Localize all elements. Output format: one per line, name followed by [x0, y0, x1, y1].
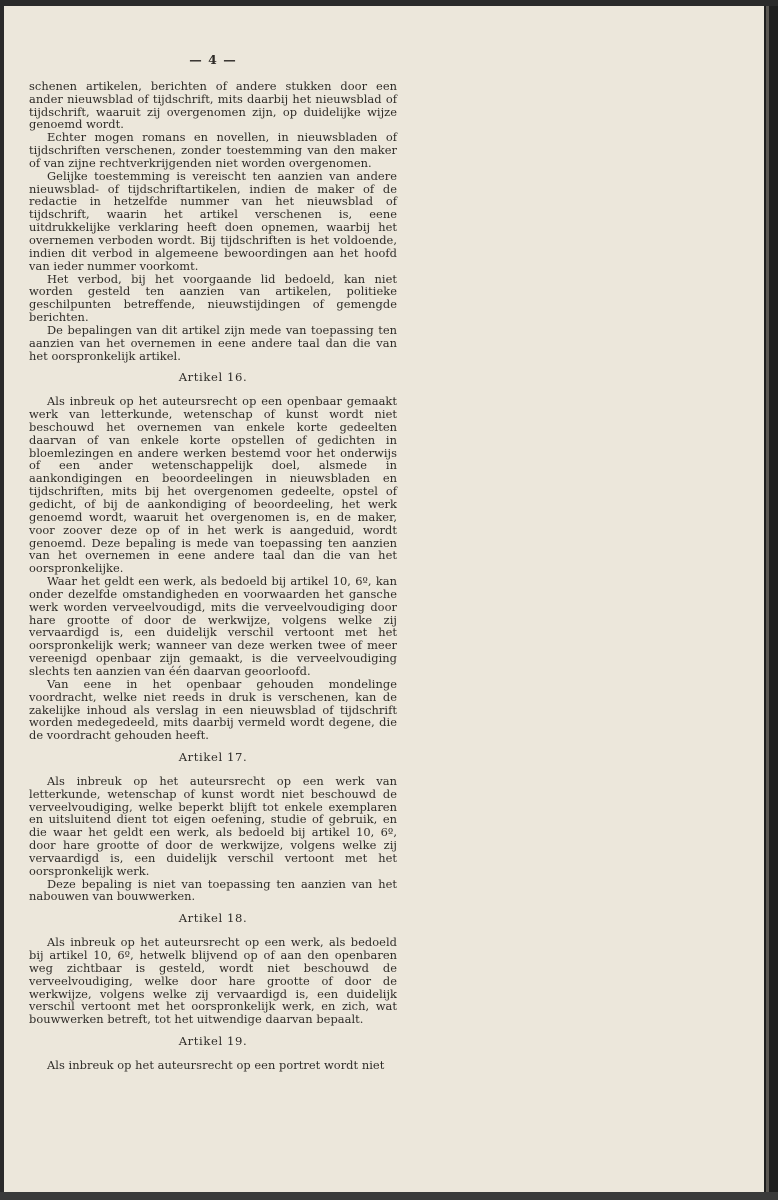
article-16-heading: Artikel 16.	[178, 370, 248, 385]
intro-paragraph: De bepalingen van dit artikel zijn mede van toepassing ten aanzien van het overnemen in eene andere taal dan die van het oorspronkelijk artikel.	[29, 322, 397, 363]
intro-paragraph: schenen artikelen, berichten of andere stukken door een ander nieuwsblad of tijdschrift, mits daarbij het nieuwsblad of tijdschrift, waaruit zij overgenomen zijn, op duidelijke wijze genoemd wordt.	[29, 78, 397, 132]
article-18-paragraph: Als inbreuk op het auteursrecht op een werk, als bedoeld bij artikel 10, 6º, hetwelk blijvend op of aan den openbaren weg zichtbaar is gesteld, wordt niet beschouwd de verveelvoudiging, welke door hare grootte of door de werkwijze, volgens welke zij vervaardigd is, een duidelijk verschil vertoont met het oorspronkelijk werk, en zich, wat bouwwerken betreft, tot het uitwendige daarvan bepaalt.	[29, 935, 397, 1027]
document-page	[4, 6, 764, 1194]
article-16-paragraph: Van eene in het openbaar gehouden mondelinge voordracht, welke niet reeds in druk is verschenen, kan de zakelijke inhoud als verslag in een nieuwsblad of tijdschrift worden medegedeeld, mits daarbij vermeld wordt degene, die de voordracht gehouden heeft.	[29, 676, 397, 743]
article-17-heading: Artikel 17.	[178, 750, 248, 765]
intro-paragraph: Echter mogen romans en novellen, in nieuwsbladen of tijdschriften verschenen, zonder toestemming van den maker of van zijne rechtverkrijgenden niet worden overgenomen.	[29, 130, 397, 170]
article-17-paragraph: Als inbreuk op het auteursrecht op een werk van letterkunde, wetenschap of kunst wordt niet beschouwd de verveelvoudiging, welke beperkt blijft tot enkele exemplaren en uitsluitend dient tot eigen oefening, studie of gebruik, en die waar het geldt een werk, als bedoeld bij artikel 10, 6º, door hare grootte of door de werkwijze, volgens welke zij vervaardigd is, een duidelijk verschil vertoont met het oorspronkelijk werk.	[29, 773, 397, 878]
body-text-column	[29, 54, 397, 1072]
article-16-paragraph: Als inbreuk op het auteursrecht op een openbaar gemaakt werk van letterkunde, wetenschap of kunst wordt niet beschouwd het overnemen van enkele korte gedeelten daarvan of van enkele korte opstellen of gedichten in bloemlezingen en andere werken bestemd voor het onderwijs of een ander wetenschappelijk doel, alsmede in aankondigingen en beoordeelingen in nieuwsbladen en tijdschriften, mits bij het overgenomen gedeelte, opstel of gedicht, of bij de aankondiging of beoordeeling, het werk genoemd wordt, waaruit het overgenomen is, en de maker, voor zoover deze op of in het werk is aangeduid, wordt genoemd. Deze bepaling is mede van toepassing ten aanzien van het overnemen in eene andere taal dan die van het oorspronkelijke.	[29, 394, 397, 576]
book-edge-bottom	[0, 1192, 778, 1200]
article-19-paragraph: Als inbreuk op het auteursrecht op een portret wordt niet	[47, 1057, 385, 1072]
page-number: — 4 —	[189, 52, 237, 67]
intro-paragraph: Gelijke toestemming is vereischt ten aanzien van andere nieuwsblad- of tijdschriftartikelen, indien de maker of de redactie in hetzelfde nummer van het nieuwsblad of tijdschrift, waarin het artikel verschenen is, eene uitdrukkelijke verklaring heeft doen opnemen, waarbij het overnemen verboden wordt. Bij tijdschriften is het voldoende, indien dit verbod in algemeene bewoordingen aan het hoofd van ieder nummer voorkomt.	[29, 168, 397, 273]
article-16-paragraph: Waar het geldt een werk, als bedoeld bij artikel 10, 6º, kan onder dezelfde omstandigheden en voorwaarden het gansche werk worden verveelvoudigd, mits die verveelvoudiging door hare grootte of door de werkwijze, volgens welke zij vervaardigd is, een duidelijk verschil vertoont met het oorspronkelijk werk; wanneer van deze werken twee of meer vereenigd openbaar zijn gemaakt, is die verveelvoudiging slechts ten aanzien van één daarvan geoorloofd.	[29, 574, 397, 678]
article-19-heading: Artikel 19.	[178, 1034, 248, 1049]
article-18-heading: Artikel 18.	[178, 911, 248, 926]
book-edge-right-inner	[766, 6, 769, 1200]
intro-paragraph: Het verbod, bij het voorgaande lid bedoeld, kan niet worden gesteld ten aanzien van artikelen, politieke geschilpunten betreffende, nieuwstijdingen of gemengde berichten.	[29, 271, 397, 325]
article-17-paragraph: Deze bepaling is niet van toepassing ten aanzien van het nabouwen van bouwwerken.	[29, 876, 397, 904]
